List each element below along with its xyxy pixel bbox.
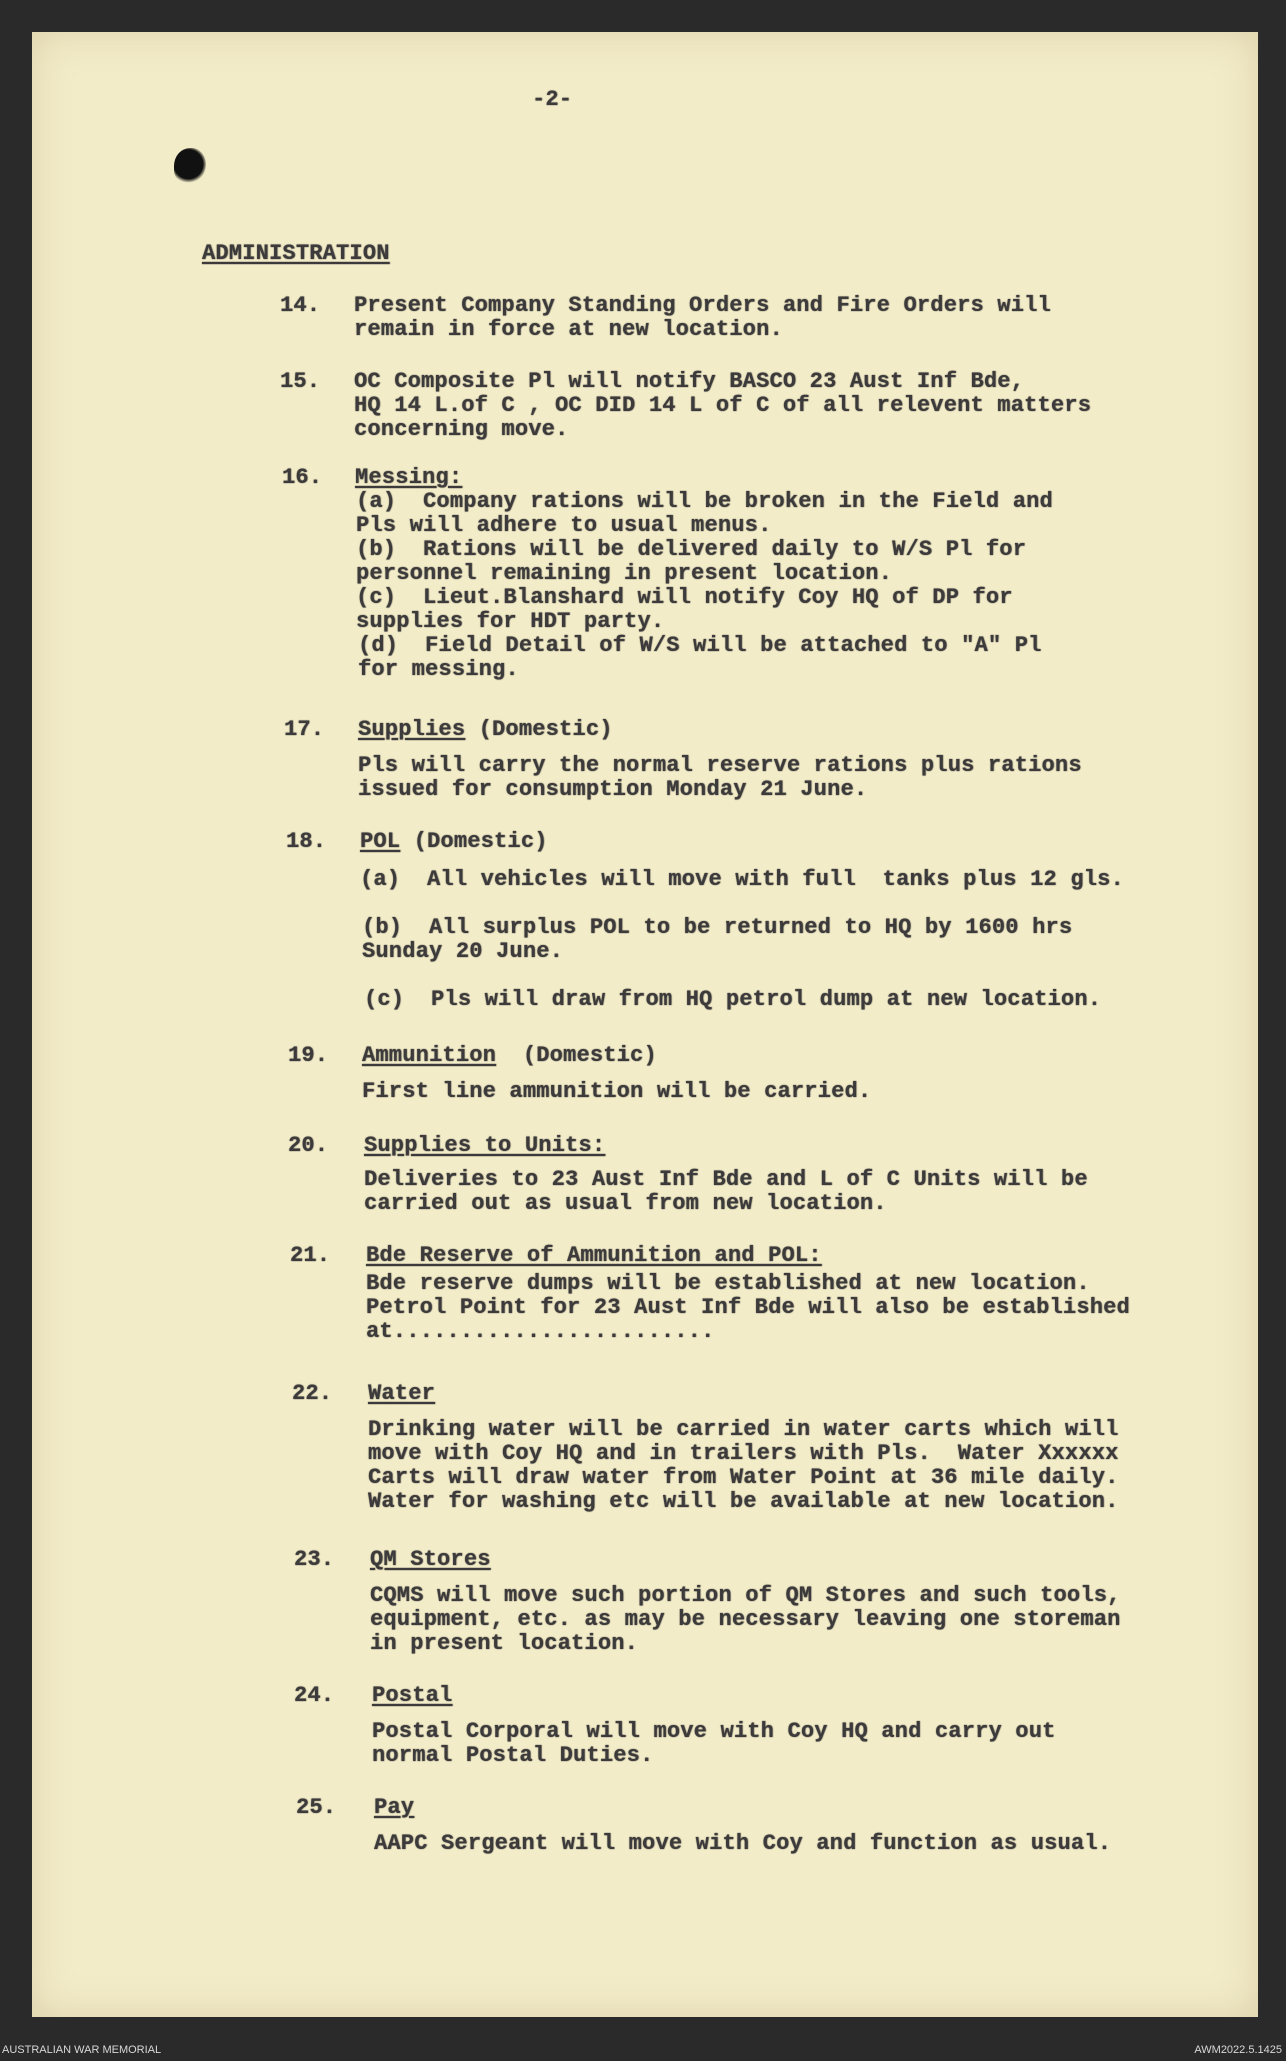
item-number: 15. — [280, 369, 321, 394]
item-line: (a) All vehicles will move with full tanks plus 12 gls. — [360, 867, 1124, 892]
item-heading-suffix: (Domestic) — [465, 717, 613, 742]
document-page — [32, 32, 1258, 2017]
item-line: personnel remaining in present location. — [356, 561, 893, 586]
item-line: OC Composite Pl will notify BASCO 23 Aust Inf Bde, — [354, 369, 1025, 394]
item-heading: Supplies to Units: — [364, 1133, 606, 1158]
item-line: Water for washing etc will be available at new location. — [368, 1489, 1119, 1514]
item-line: Drinking water will be carried in water carts which will — [368, 1417, 1119, 1442]
item-number: 19. — [288, 1043, 329, 1068]
item-heading: Postal — [372, 1683, 453, 1708]
item-line: move with Coy HQ and in trailers with Pls. Water Xxxxxx — [368, 1441, 1119, 1466]
item-line: First line ammunition will be carried. — [362, 1079, 872, 1104]
item-heading: Bde Reserve of Ammunition and POL: — [366, 1243, 822, 1268]
item-line: Pls will carry the normal reserve rations plus rations — [358, 753, 1082, 778]
item-line: Bde reserve dumps will be established at new location. — [366, 1271, 1090, 1296]
item-line: (c) Lieut.Blanshard will notify Coy HQ of DP for — [356, 585, 1013, 610]
item-line: CQMS will move such portion of QM Stores and such tools, — [370, 1583, 1121, 1608]
item-heading: QM Stores — [370, 1547, 491, 1572]
item-heading: Ammunition — [362, 1043, 497, 1068]
item-line: Postal Corporal will move with Coy HQ and carry out — [372, 1719, 1056, 1744]
item-line: Carts will draw water from Water Point at 36 mile daily. — [368, 1465, 1119, 1490]
item-heading: Water — [368, 1381, 436, 1406]
item-line: in present location. — [370, 1631, 639, 1656]
item-line: equipment, etc. as may be necessary leaving one storeman — [370, 1607, 1121, 1632]
item-heading-suffix: (Domestic) — [400, 829, 548, 854]
item-heading: Messing: — [355, 465, 463, 490]
item-line: Sunday 20 June. — [362, 939, 564, 964]
item-number: 23. — [294, 1547, 335, 1572]
item-line: AAPC Sergeant will move with Coy and function as usual. — [374, 1831, 1112, 1856]
item-line: issued for consumption Monday 21 June. — [358, 777, 868, 802]
item-number: 18. — [286, 829, 327, 854]
item-line: (b) Rations will be delivered daily to W/S Pl for — [356, 537, 1027, 562]
item-heading-row — [362, 1044, 657, 1068]
item-line: Petrol Point for 23 Aust Inf Bde will also be established — [366, 1295, 1130, 1320]
item-line: at........................ — [366, 1319, 715, 1344]
item-line: Deliveries to 23 Aust Inf Bde and L of C Units will be — [364, 1167, 1088, 1192]
item-number: 14. — [280, 293, 321, 318]
page-number: -2- — [532, 87, 573, 112]
ink-blot — [174, 148, 206, 184]
item-line: carried out as usual from new location. — [364, 1191, 887, 1216]
item-number: 17. — [284, 717, 325, 742]
item-number: 22. — [292, 1381, 333, 1406]
item-line: concerning move. — [354, 417, 569, 442]
item-line: supplies for HDT party. — [356, 609, 665, 634]
item-line: (d) Field Detail of W/S will be attached to "A" Pl — [358, 633, 1042, 658]
item-line: normal Postal Duties. — [372, 1743, 654, 1768]
item-line: remain in force at new location. — [354, 317, 783, 342]
item-heading: Pay — [374, 1795, 415, 1820]
item-line: (a) Company rations will be broken in the Field and — [356, 489, 1053, 514]
item-heading: POL — [360, 829, 401, 854]
item-heading: Supplies — [358, 717, 466, 742]
item-line: Present Company Standing Orders and Fire Orders will — [354, 293, 1051, 318]
item-heading-row — [358, 718, 613, 742]
item-line: for messing. — [358, 657, 519, 682]
section-title: ADMINISTRATION — [202, 241, 390, 266]
item-number: 25. — [296, 1795, 337, 1820]
item-number: 16. — [282, 465, 323, 490]
item-line: Pls will adhere to usual menus. — [356, 513, 772, 538]
item-heading-row — [360, 830, 548, 854]
item-line: (c) Pls will draw from HQ petrol dump at new location. — [364, 987, 1102, 1012]
item-number: 20. — [288, 1133, 329, 1158]
item-line: (b) All surplus POL to be returned to HQ by 1600 hrs — [362, 915, 1073, 940]
item-line: HQ 14 L.of C , OC DID 14 L of C of all relevent matters — [354, 393, 1092, 418]
footer-credit: AUSTRALIAN WAR MEMORIAL — [2, 2044, 162, 2056]
item-heading-suffix: (Domestic) — [496, 1043, 657, 1068]
footer-reference: AWM2022.5.1425 — [1194, 2044, 1282, 2056]
item-number: 24. — [294, 1683, 335, 1708]
item-number: 21. — [290, 1243, 331, 1268]
